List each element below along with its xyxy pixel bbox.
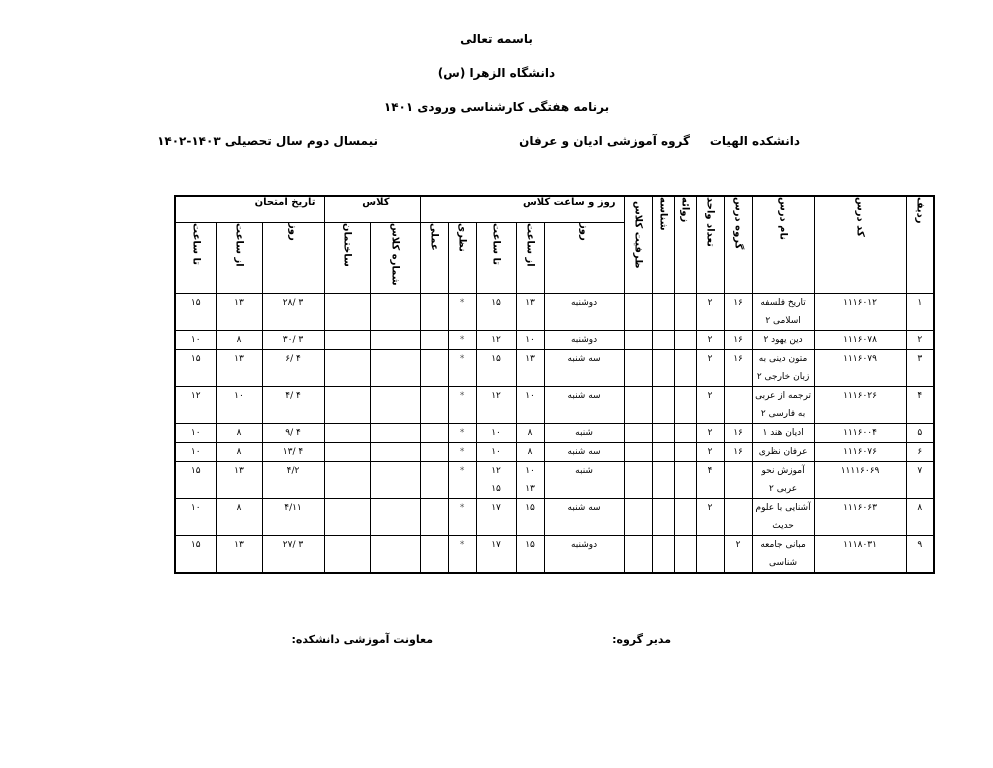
cell-name: عرفان نظری xyxy=(752,443,814,462)
cell-attached xyxy=(674,350,696,387)
col-certificate: شناسه xyxy=(652,196,674,294)
cell-exam-day: ۳ /۲۷ xyxy=(262,536,324,574)
cell-theory: * xyxy=(448,499,476,536)
cell-units: ۴ xyxy=(696,462,724,499)
cell-day: سه شنبه xyxy=(544,387,624,424)
cell-group: ۲ xyxy=(724,536,752,574)
col-theory: نظری xyxy=(448,223,476,294)
cell-units: ۲ xyxy=(696,443,724,462)
cell-exam-to: ۱۰ xyxy=(175,424,216,443)
col-name: نام درس xyxy=(752,196,814,294)
cell-code: ۱۱۱۶۰۷۹ xyxy=(814,350,906,387)
cell-exam-day: ۴ /۱۳ xyxy=(262,443,324,462)
cell-day: سه شنبه xyxy=(544,350,624,387)
table-row xyxy=(175,443,934,462)
table-row xyxy=(175,294,934,331)
cell-from: ۱۰ xyxy=(516,331,544,350)
col-exam-to: تا ساعت xyxy=(175,223,216,294)
cell-theory: * xyxy=(448,424,476,443)
faculty-name: دانشکده الهیات xyxy=(709,134,800,148)
cell-capacity xyxy=(624,424,652,443)
cell-exam-day: ۴ /۶ xyxy=(262,350,324,387)
cell-group xyxy=(724,499,752,536)
cell-from: ۱۳ xyxy=(516,294,544,331)
cell-row: ۵ xyxy=(906,424,934,443)
col-practical: عملی xyxy=(420,223,448,294)
cell-practical xyxy=(420,536,448,574)
cell-room xyxy=(370,536,420,574)
cell-code: ۱۱۱۶۰۰۴ xyxy=(814,424,906,443)
cell-units: ۲ xyxy=(696,350,724,387)
cell-capacity xyxy=(624,387,652,424)
cell-exam-to: ۱۵ xyxy=(175,350,216,387)
cell-row: ۷ xyxy=(906,462,934,499)
cell-building xyxy=(324,424,370,443)
cell-code: ۱۱۱۶۰۶۳ xyxy=(814,499,906,536)
table-row xyxy=(175,499,934,536)
deputy-label: معاونت آموزشی دانشکده: xyxy=(291,633,433,646)
cell-exam-to: ۱۲ xyxy=(175,387,216,424)
cell-capacity xyxy=(624,294,652,331)
cell-exam-from: ۱۳ xyxy=(216,294,262,331)
cell-capacity xyxy=(624,499,652,536)
cell-exam-to: ۱۵ xyxy=(175,294,216,331)
cell-practical xyxy=(420,294,448,331)
col-building: ساختمان xyxy=(324,223,370,294)
cell-building xyxy=(324,443,370,462)
cell-group: ۱۶ xyxy=(724,443,752,462)
cell-to: ۱۷ xyxy=(476,499,516,536)
cell-name: ادیان هند ۱ xyxy=(752,424,814,443)
col-row: ردیف xyxy=(906,196,934,294)
cell-exam-from: ۱۳ xyxy=(216,536,262,574)
col-attached: زوائه xyxy=(674,196,696,294)
schedule-table xyxy=(174,195,935,574)
cell-theory: * xyxy=(448,536,476,574)
cell-units: ۲ xyxy=(696,499,724,536)
cell-attached xyxy=(674,536,696,574)
cell-practical xyxy=(420,387,448,424)
cell-building xyxy=(324,294,370,331)
cell-day: شنبه xyxy=(544,462,624,499)
cell-theory: * xyxy=(448,443,476,462)
cell-exam-day: ۴ /۴ xyxy=(262,387,324,424)
cell-theory: * xyxy=(448,294,476,331)
cell-room xyxy=(370,443,420,462)
cell-theory: * xyxy=(448,387,476,424)
cell-exam-to: ۱۵ xyxy=(175,462,216,499)
cell-room xyxy=(370,462,420,499)
cell-room xyxy=(370,424,420,443)
cell-certificate xyxy=(652,462,674,499)
cell-exam-from: ۱۳ xyxy=(216,462,262,499)
cell-building xyxy=(324,462,370,499)
cell-certificate xyxy=(652,350,674,387)
cell-exam-from: ۱۰ xyxy=(216,387,262,424)
cell-practical xyxy=(420,443,448,462)
cell-to: ۱۷ xyxy=(476,536,516,574)
cell-attached xyxy=(674,462,696,499)
cell-code: ۱۱۱۶۰۲۶ xyxy=(814,387,906,424)
cell-room xyxy=(370,387,420,424)
cell-exam-from: ۸ xyxy=(216,424,262,443)
cell-building xyxy=(324,350,370,387)
table-row xyxy=(175,387,934,424)
cell-attached xyxy=(674,443,696,462)
cell-from: ۸ xyxy=(516,443,544,462)
cell-day: سه شنبه xyxy=(544,443,624,462)
cell-code: ۱۱۱۶۰۱۲ xyxy=(814,294,906,331)
cell-group xyxy=(724,462,752,499)
cell-attached xyxy=(674,331,696,350)
cell-day: دوشنبه xyxy=(544,536,624,574)
cell-exam-day: ۳ /۳۰ xyxy=(262,331,324,350)
cell-exam-to: ۱۰ xyxy=(175,331,216,350)
cell-practical xyxy=(420,424,448,443)
cell-exam-to: ۱۵ xyxy=(175,536,216,574)
cell-practical xyxy=(420,331,448,350)
cell-room xyxy=(370,294,420,331)
cell-certificate xyxy=(652,499,674,536)
cell-row: ۱ xyxy=(906,294,934,331)
cell-code: ۱۱۱۱۶۰۶۹ xyxy=(814,462,906,499)
cell-to: ۱۲ ۱۵ xyxy=(476,462,516,499)
col-exam-day: روز xyxy=(262,223,324,294)
cell-certificate xyxy=(652,387,674,424)
cell-row: ۴ xyxy=(906,387,934,424)
cell-practical xyxy=(420,350,448,387)
cell-day: دوشنبه xyxy=(544,331,624,350)
semester-label: نیمسال دوم سال تحصیلی ۱۴۰۳-۱۴۰۲ xyxy=(157,134,378,148)
col-units: تعداد واحد xyxy=(696,196,724,294)
cell-capacity xyxy=(624,536,652,574)
cell-name: ترجمه از عربی به فارسی ۲ xyxy=(752,387,814,424)
university-name: دانشگاه الزهرا (س) xyxy=(437,66,556,80)
cell-capacity xyxy=(624,331,652,350)
cell-day: دوشنبه xyxy=(544,294,624,331)
cell-from: ۱۰ xyxy=(516,387,544,424)
cell-theory: * xyxy=(448,350,476,387)
cell-attached xyxy=(674,499,696,536)
cell-to: ۱۵ xyxy=(476,294,516,331)
cell-capacity xyxy=(624,462,652,499)
cell-certificate xyxy=(652,294,674,331)
cell-room xyxy=(370,499,420,536)
cell-theory: * xyxy=(448,331,476,350)
cell-to: ۱۲ xyxy=(476,331,516,350)
cell-from: ۱۰ ۱۳ xyxy=(516,462,544,499)
col-capacity: ظرفیت کلاس xyxy=(624,196,652,294)
cell-exam-day: ۳ /۲۸ xyxy=(262,294,324,331)
cell-code: ۱۱۱۶۰۷۶ xyxy=(814,443,906,462)
cell-units xyxy=(696,536,724,574)
col-to: تا ساعت xyxy=(476,223,516,294)
cell-units: ۲ xyxy=(696,424,724,443)
cell-group: ۱۶ xyxy=(724,294,752,331)
cell-exam-day: ۴/۲ xyxy=(262,462,324,499)
col-group: گروه درس xyxy=(724,196,752,294)
cell-practical xyxy=(420,462,448,499)
cell-code: ۱۱۱۶۰۷۸ xyxy=(814,331,906,350)
group-exam: تاریخ امتحان xyxy=(175,196,324,223)
col-from: از ساعت xyxy=(516,223,544,294)
table-row xyxy=(175,350,934,387)
cell-row: ۲ xyxy=(906,331,934,350)
col-code: کد درس xyxy=(814,196,906,294)
cell-day: سه شنبه xyxy=(544,499,624,536)
cell-certificate xyxy=(652,536,674,574)
cell-certificate xyxy=(652,443,674,462)
cell-exam-day: ۴/۱۱ xyxy=(262,499,324,536)
group-classroom: کلاس xyxy=(324,196,420,223)
col-room: شماره کلاس xyxy=(370,223,420,294)
cell-units: ۲ xyxy=(696,294,724,331)
cell-row: ۶ xyxy=(906,443,934,462)
schedule-title: برنامه هفتگی کارشناسی ورودی ۱۴۰۱ xyxy=(383,100,610,114)
cell-from: ۱۵ xyxy=(516,536,544,574)
cell-from: ۸ xyxy=(516,424,544,443)
cell-exam-from: ۱۳ xyxy=(216,350,262,387)
cell-to: ۱۰ xyxy=(476,443,516,462)
col-day: روز xyxy=(544,223,624,294)
cell-code: ۱۱۱۸۰۳۱ xyxy=(814,536,906,574)
cell-to: ۱۲ xyxy=(476,387,516,424)
cell-name: مبانی جامعه شناسی xyxy=(752,536,814,574)
cell-group xyxy=(724,387,752,424)
table-row xyxy=(175,536,934,574)
head-of-dept-label: مدیر گروه: xyxy=(612,633,671,646)
cell-name: آموزش نحو عربی ۲ xyxy=(752,462,814,499)
doc-heading-1: باسمه تعالی xyxy=(460,32,533,46)
cell-from: ۱۵ xyxy=(516,499,544,536)
cell-building xyxy=(324,331,370,350)
cell-building xyxy=(324,499,370,536)
cell-from: ۱۳ xyxy=(516,350,544,387)
cell-group: ۱۶ xyxy=(724,331,752,350)
cell-theory: * xyxy=(448,462,476,499)
cell-exam-to: ۱۰ xyxy=(175,443,216,462)
cell-group: ۱۶ xyxy=(724,424,752,443)
cell-room xyxy=(370,331,420,350)
cell-units: ۲ xyxy=(696,387,724,424)
cell-name: تاریخ فلسفه اسلامی ۲ xyxy=(752,294,814,331)
cell-exam-from: ۸ xyxy=(216,443,262,462)
group-schedule: روز و ساعت کلاس xyxy=(420,196,624,223)
table-row xyxy=(175,424,934,443)
cell-to: ۱۰ xyxy=(476,424,516,443)
cell-group: ۱۶ xyxy=(724,350,752,387)
table-row xyxy=(175,462,934,499)
cell-certificate xyxy=(652,424,674,443)
department-name: گروه آموزشی ادیان و عرفان xyxy=(519,134,690,148)
cell-row: ۹ xyxy=(906,536,934,574)
cell-building xyxy=(324,536,370,574)
cell-units: ۲ xyxy=(696,331,724,350)
cell-name: دین یهود ۲ xyxy=(752,331,814,350)
cell-exam-from: ۸ xyxy=(216,331,262,350)
col-exam-from: از ساعت xyxy=(216,223,262,294)
cell-attached xyxy=(674,424,696,443)
cell-name: آشنایی با علوم حدیث xyxy=(752,499,814,536)
cell-capacity xyxy=(624,350,652,387)
cell-attached xyxy=(674,294,696,331)
cell-capacity xyxy=(624,443,652,462)
cell-exam-day: ۴ /۹ xyxy=(262,424,324,443)
cell-row: ۸ xyxy=(906,499,934,536)
cell-to: ۱۵ xyxy=(476,350,516,387)
cell-day: شنبه xyxy=(544,424,624,443)
table-row xyxy=(175,331,934,350)
cell-exam-from: ۸ xyxy=(216,499,262,536)
cell-name: متون دینی به زبان خارجی ۲ xyxy=(752,350,814,387)
cell-building xyxy=(324,387,370,424)
cell-room xyxy=(370,350,420,387)
cell-attached xyxy=(674,387,696,424)
cell-practical xyxy=(420,499,448,536)
cell-row: ۳ xyxy=(906,350,934,387)
cell-exam-to: ۱۰ xyxy=(175,499,216,536)
cell-certificate xyxy=(652,331,674,350)
